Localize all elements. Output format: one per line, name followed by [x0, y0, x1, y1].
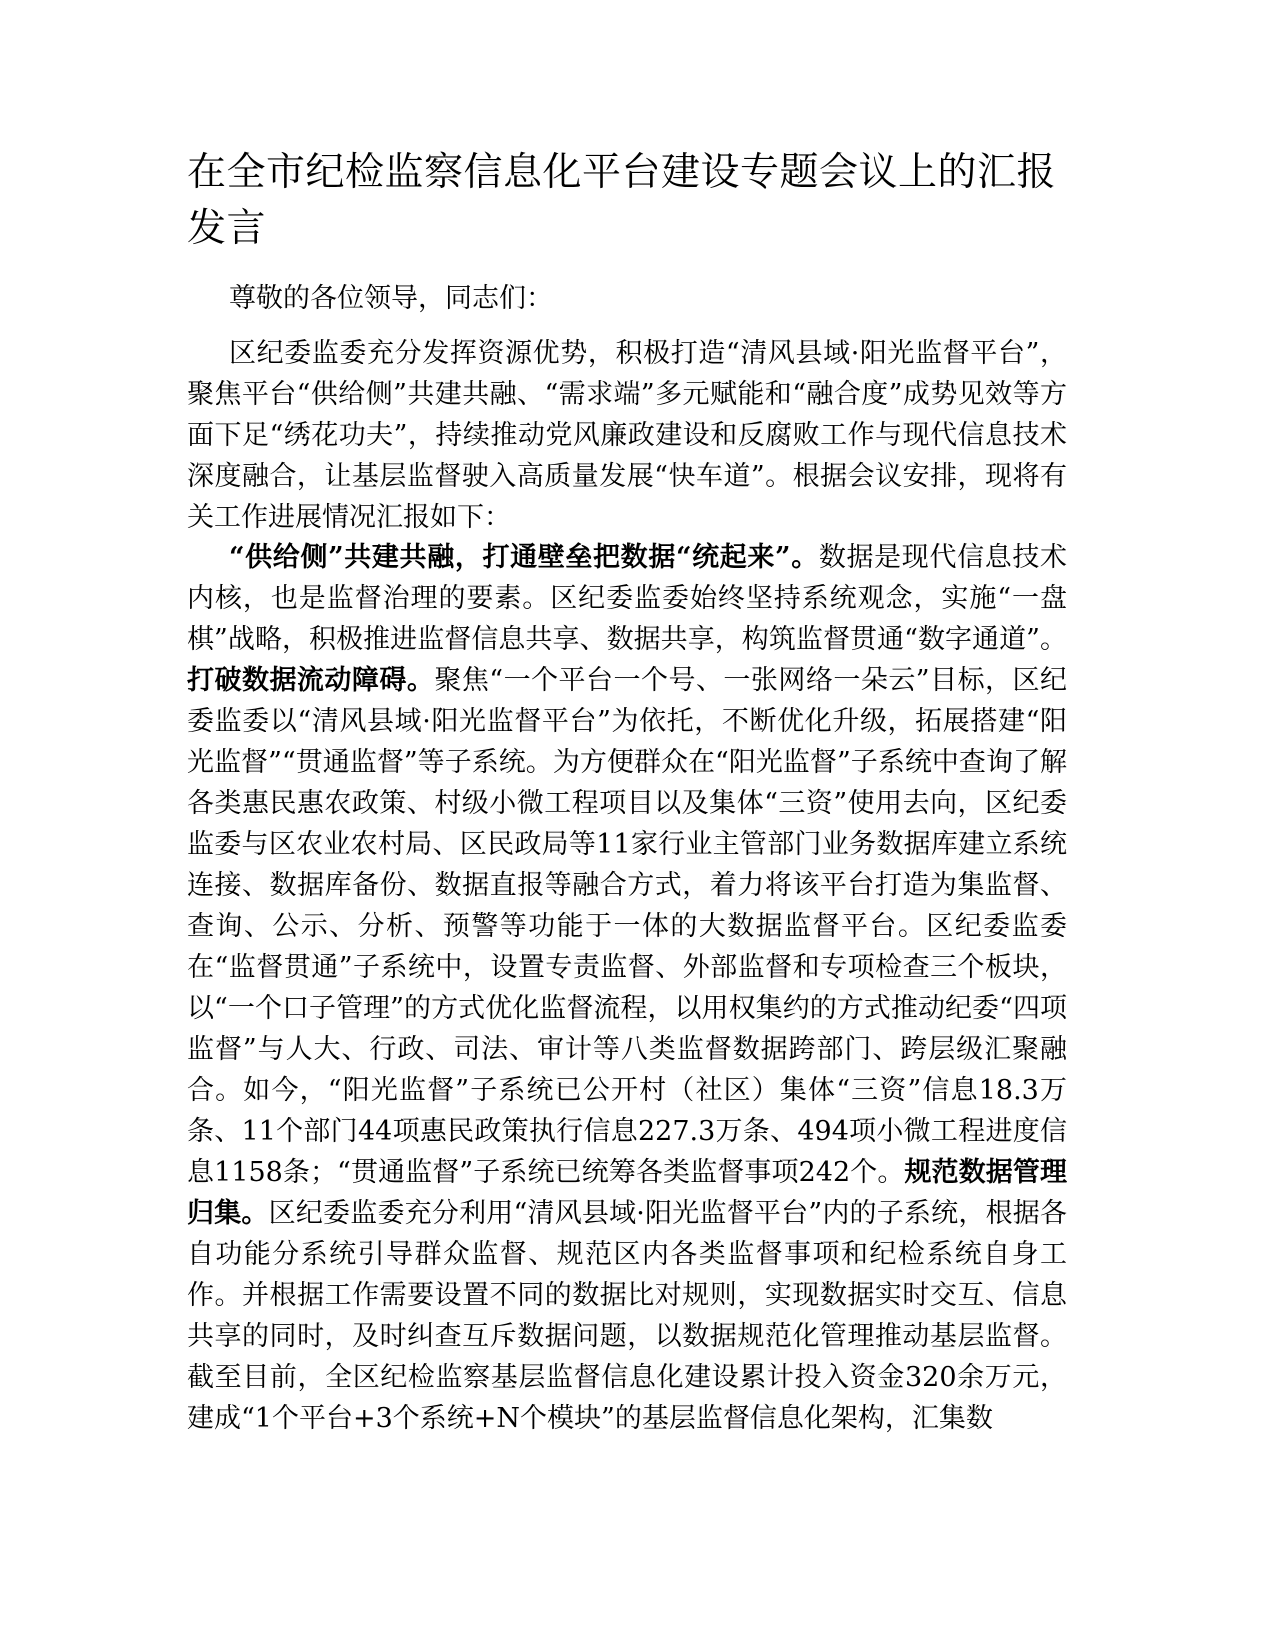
- subsection-text-2: 区纪委监委充分利用“清风县域·阳光监督平台”内的子系统，根据各自功能分系统引导群众监督、规范区内各类监督事项和纪检系统自身工作。并根据工作需要设置不同的数据比对规则，实现数据实时交互、信息共享的同时，及时纠查互斥数据问题，以数据规范化管理推动基层监督。截至目前，全区纪检监察基层监督信息化建设累计投入资金320余万元，建成“1个平台+3个系统+N个模块”的基层监督信息化架构，汇集数: [187, 1198, 1067, 1434]
- greeting: 尊敬的各位领导，同志们：: [229, 283, 553, 314]
- subsection-heading-2: 规范数据管理归集。: [187, 1157, 1067, 1229]
- section-paragraph: [187, 537, 1067, 1439]
- section-text: 数据是现代信息技术内核，也是监督治理的要素。区纪委监委始终坚持系统观念，实施“一盘棋”战略，积极推进监督信息共享、数据共享，构筑监督贯通“数字通道”。: [187, 542, 1068, 655]
- subsection-heading-1: 打破数据流动障碍。: [187, 665, 435, 696]
- document-title: 在全市纪检监察信息化平台建设专题会议上的汇报发言: [187, 150, 1057, 251]
- subsection-text-1: 聚焦“一个平台一个号、一张网络一朵云”目标，区纪委监委以“清风县域·阳光监督平台”为依托，不断优化升级，拓展搭建“阳光监督”“贯通监督”等子系统。为方便群众在“阳光监督”子系统中查询了解各类惠民惠农政策、村级小微工程项目以及集体“三资”使用去向，区纪委监委与区农业农村局、区民政局等11家行业主管部门业务数据库建立系统连接、数据库备份、数据直报等融合方式，着力将该平台打造为集监督、查询、公示、分析、预警等功能于一体的大数据监督平台。区纪委监委在“监督贯通”子系统中，设置专责监督、外部监督和专项检查三个板块，以“一个口子管理”的方式优化监督流程，以用权集约的方式推动纪委“四项监督”与人大、行政、司法、审计等八类监督数据跨部门、跨层级汇聚融合。如今，“阳光监督”子系统已公开村（社区）集体“三资”信息18.3万条、11个部门44项惠民政策执行信息227.3万条、494项小微工程进度信息1158条；“贯通监督”子系统已统筹各类监督事项242个。: [187, 665, 1068, 1188]
- intro-paragraph: 区纪委监委充分发挥资源优势，积极打造“清风县域·阳光监督平台”，聚焦平台“供给侧”共建共融、“需求端”多元赋能和“融合度”成势见效等方面下足“绣花功夫”，持续推动党风廉政建设和反腐败工作与现代信息技术深度融合，让基层监督驶入高质量发展“快车道”。根据会议安排，现将有关工作进展情况汇报如下：: [187, 338, 1067, 533]
- section-heading: “供给侧”共建共融，打通壁垒把数据“统起来”。: [229, 542, 819, 573]
